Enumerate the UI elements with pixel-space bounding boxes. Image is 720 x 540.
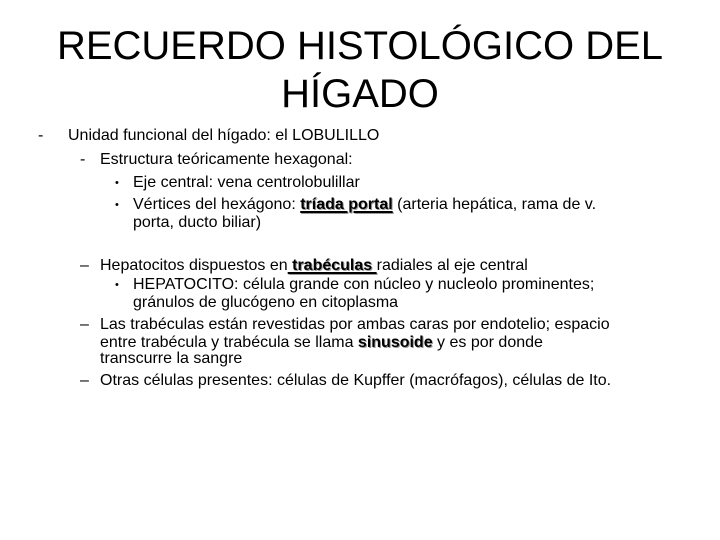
list-item-vertices: Vértices del hexágono: tríada portal (arteria hepática, rama de v. xyxy=(133,196,597,213)
list-item-otras-celulas: Otras células presentes: células de Kupffer (macrófagos), células de Ito. xyxy=(100,372,612,389)
dash-marker: - xyxy=(80,151,86,168)
list-item-estructura: Estructura teóricamente hexagonal: xyxy=(100,151,353,168)
bullet-dot: • xyxy=(115,177,119,189)
list-item-trabeculas-revestidas-cont: entre trabécula y trabécula se llama sinusoide y es por donde xyxy=(100,334,543,351)
trabeculas-term: trabéculas xyxy=(287,257,377,274)
bullet-dot: • xyxy=(115,199,119,211)
list-item-unidad-funcional: Unidad funcional del hígado: el LOBULILLO xyxy=(68,127,380,144)
list-item-vertices-cont: porta, ducto biliar) xyxy=(133,214,262,231)
slide-title-line1: RECUERDO HISTOLÓGICO DEL xyxy=(56,24,664,68)
triada-portal-term: tríada portal xyxy=(300,196,393,213)
list-item-trabeculas-revestidas: Las trabéculas están revestidas por ambas caras por endotelio; espacio xyxy=(100,316,610,333)
dash-marker: - xyxy=(38,127,44,144)
list-item-eje-central: Eje central: vena centrolobulillar xyxy=(133,174,360,191)
list-item-hepatocito: HEPATOCITO: célula grande con núcleo y nucleolo prominentes; xyxy=(133,276,595,293)
dash-marker: – xyxy=(80,257,89,274)
list-item-hepatocito-cont: gránulos de glucógeno en citoplasma xyxy=(133,294,399,311)
bullet-dot: • xyxy=(115,279,119,291)
dash-marker: – xyxy=(80,372,89,389)
list-item-trabeculas-revestidas-cont2: transcurre la sangre xyxy=(100,350,243,367)
slide-title-line2: HÍGADO xyxy=(281,72,439,116)
dash-marker: – xyxy=(80,316,89,333)
sinusoide-term: sinusoide xyxy=(357,334,433,351)
list-item-hepatocitos: Hepatocitos dispuestos en trabéculas radiales al eje central xyxy=(100,257,528,274)
